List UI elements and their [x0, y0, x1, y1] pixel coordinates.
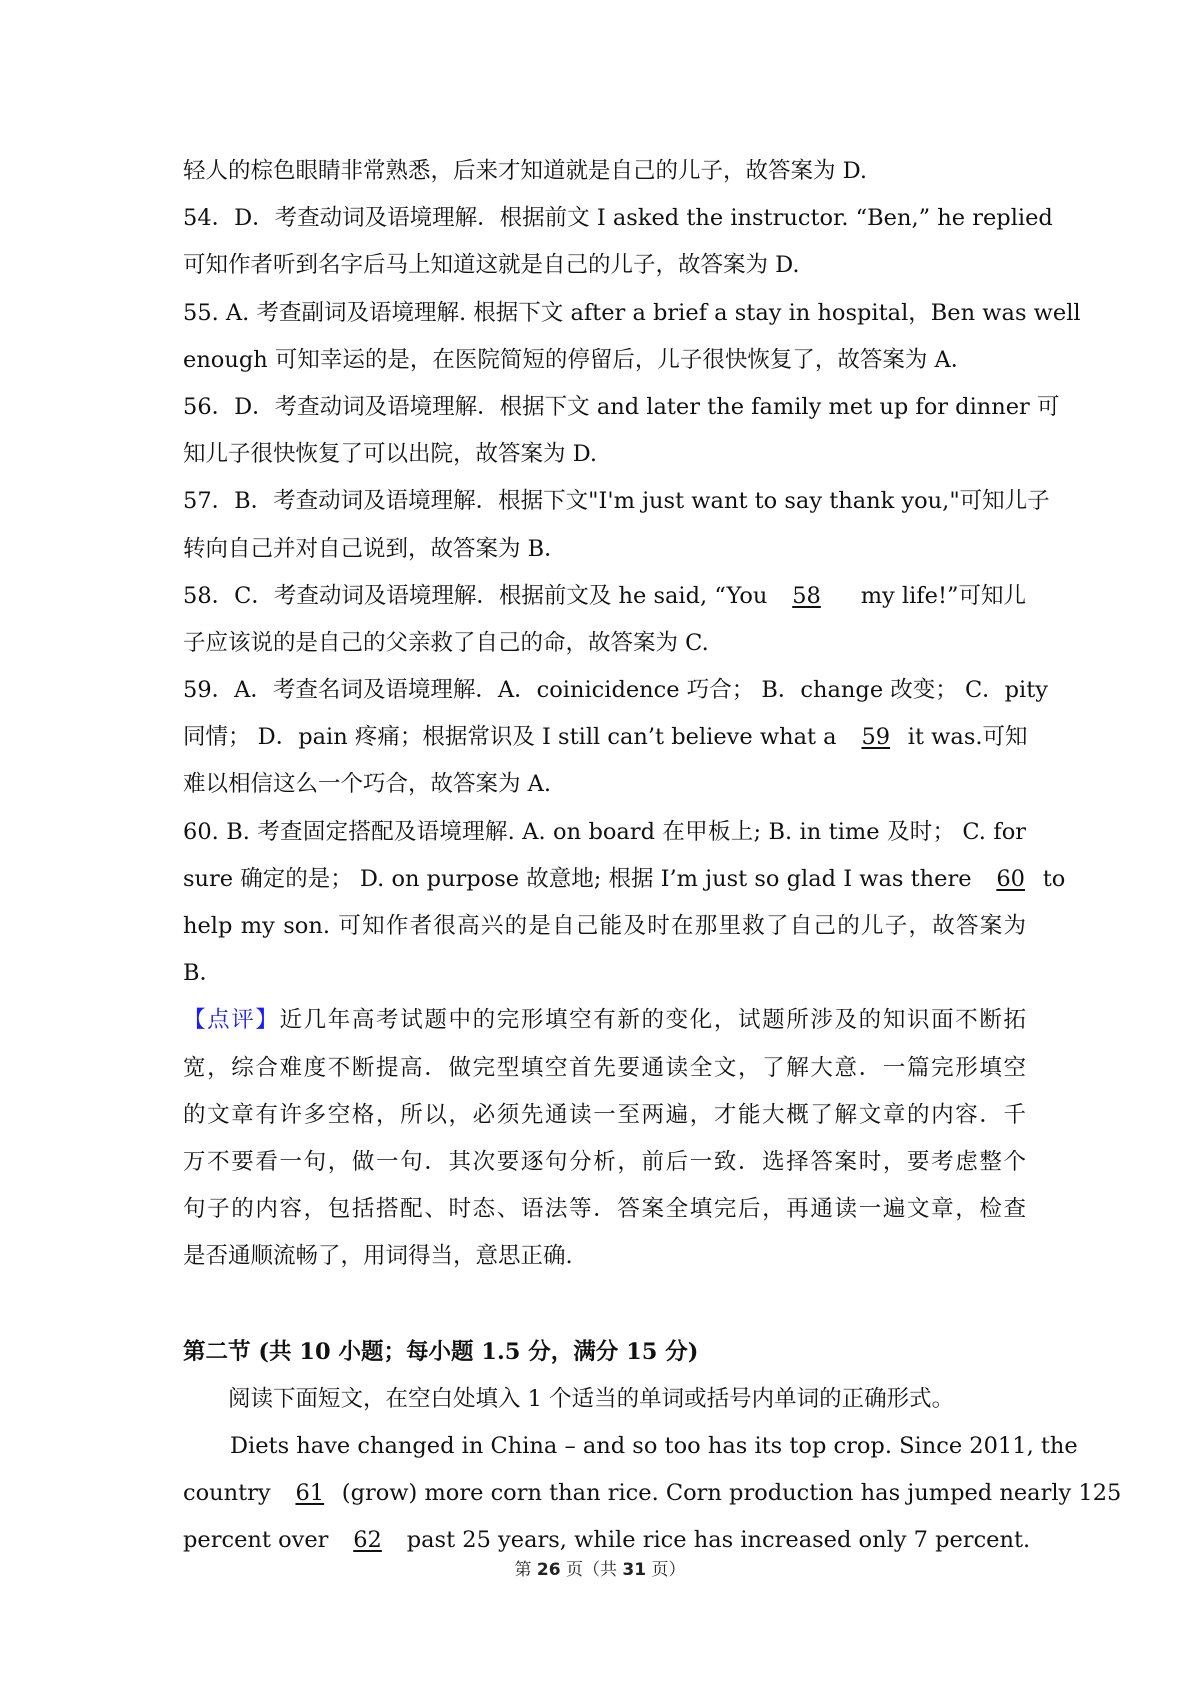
blank-59: 59: [861, 724, 891, 751]
answer-55: 55. A. 考查副词及语境理解. 根据下文 after a brief a stay in hospital，Ben was well: [183, 299, 1081, 326]
text-line: [183, 384, 1060, 431]
passage-line: [183, 1423, 1078, 1470]
section-heading: [183, 1329, 1026, 1376]
answer-text: 子应该说的是自己的父亲救了自己的命，故答案为 C.: [183, 629, 709, 656]
blank-58: 58: [792, 582, 821, 609]
text-line: [183, 290, 1081, 337]
answer-text: it was.可知: [907, 724, 1028, 751]
page-footer: 第 26 页（共 31 页）: [514, 1560, 686, 1580]
text-line: [183, 950, 1026, 997]
passage-text: (grow) more corn than rice. Corn production has jumped nearly 125: [341, 1480, 1122, 1507]
text-line: [183, 478, 1050, 525]
spacer: [183, 1281, 1026, 1329]
comment-text: 句子的内容，包括搭配、时态、语法等．答案全填完后，再通读一遍文章，检查: [183, 1196, 1026, 1223]
text-line: [183, 997, 1026, 1044]
instruction-line: [183, 1376, 1026, 1423]
answer-text: to: [1042, 865, 1066, 892]
answer-text: help my son. 可知作者很高兴的是自己能及时在那里救了自己的儿子，故答案为: [183, 913, 1026, 939]
comment-text: 近几年高考试题中的完形填空有新的变化，试题所涉及的知识面不断拓: [279, 1007, 1026, 1034]
answer-text: 转向自己并对自己说到，故答案为 B．: [183, 535, 567, 562]
answer-56: 56．D．考查动词及语境理解．根据下文 and later the family met up for dinner 可: [183, 393, 1060, 420]
comment-text: 是否通顺流畅了，用词得当，意思正确.: [183, 1243, 573, 1270]
comment-tag: 【点评】: [183, 1007, 280, 1034]
text-line: [183, 1092, 1026, 1139]
comment-text: 的文章有许多空格，所以，必须先通读一至两遍，才能大概了解文章的内容．千: [183, 1101, 1026, 1128]
text-line: [183, 337, 1026, 384]
comment-text: 万不要看一句，做一句．其次要逐句分析，前后一致．选择答案时，要考虑整个: [183, 1148, 1026, 1175]
blank-60: 60: [996, 865, 1025, 892]
passage-text: past 25 years, while rice has increased only 7 percent.: [399, 1527, 1031, 1554]
section-title: 第二节 (共 10 小题；每小题 1.5 分，满分 15 分): [183, 1338, 699, 1365]
text-line: [183, 714, 1026, 761]
answer-text: enough 可知幸运的是，在医院简短的停留后，儿子很快恢复了，故答案为 A．: [183, 346, 974, 373]
text-line: [183, 1186, 1026, 1233]
text-line: [183, 1233, 1026, 1280]
answer-text: 轻人的棕色眼睛非常熟悉，后来才知道就是自己的儿子，故答案为 D.: [183, 158, 868, 184]
total-pages: 31: [622, 1560, 647, 1580]
text-line: [183, 526, 1026, 573]
answer-text: B．: [183, 960, 223, 987]
text-line: [183, 242, 1026, 289]
text-line: [183, 1045, 1026, 1092]
text-line: [183, 809, 1026, 856]
page-number: 26: [536, 1560, 561, 1580]
passage-text: Diets have changed in China – and so too has its top crop. Since 2011, the: [230, 1432, 1078, 1459]
answer-text: my life!”可知儿: [860, 582, 1026, 609]
text-line: [183, 195, 1053, 242]
comment-text: 宽，综合难度不断提高．做完型填空首先要通读全文，了解大意．一篇完形填空: [183, 1054, 1026, 1081]
text-line: [183, 667, 1049, 714]
answer-text: 可知作者听到名字后马上知道这就是自己的儿子，故答案为 D.: [183, 252, 800, 279]
text-line: [183, 1139, 1026, 1186]
answer-text: 知儿子很快恢复了可以出院，故答案为 D.: [183, 441, 598, 468]
passage-line: [183, 1470, 1122, 1517]
answer-text: 难以相信这么一个巧合，故答案为 A.: [183, 771, 552, 798]
text-line: [183, 620, 1026, 667]
text-line: [183, 573, 1026, 620]
answer-54: 54．D．考查动词及语境理解．根据前文 I asked the instructor. “Ben,” he replied: [183, 205, 1053, 232]
blank-62: 62: [353, 1527, 382, 1554]
passage-text: percent over: [183, 1527, 336, 1554]
instruction-text: 阅读下面短文，在空白处填入 1 个适当的单词或括号内单词的正确形式。: [228, 1385, 955, 1412]
document-page: [183, 148, 1122, 1564]
answer-text: 同情； D．pain 疼痛；根据常识及 I still can’t believe what a 59: [183, 714, 908, 761]
text-line: [183, 761, 1026, 808]
answer-text: sure 确定的是； D. on purpose 故意地; 根据 I’m just so glad I was there 60: [183, 856, 1043, 903]
text-line: [183, 856, 1066, 903]
passage-text: country 61: [183, 1470, 342, 1517]
answer-57: 57．B．考查动词及语境理解．根据下文"I'm just want to say thank you,"可知儿子: [183, 488, 1050, 515]
answer-59: 59．A．考查名词及语境理解．A．coinicidence 巧合； B．change 改变； C．pity: [183, 677, 1049, 704]
blank-61: 61: [295, 1480, 325, 1507]
text-line: [183, 431, 1026, 478]
answer-58: 58．C．考查动词及语境理解．根据前文及 he said, “You 58: [183, 573, 839, 620]
text-line: [183, 903, 1026, 950]
text-line: [183, 148, 1026, 195]
answer-60: 60. B. 考查固定搭配及语境理解. A. on board 在甲板上; B. in time 及时； C. for: [183, 818, 1026, 845]
